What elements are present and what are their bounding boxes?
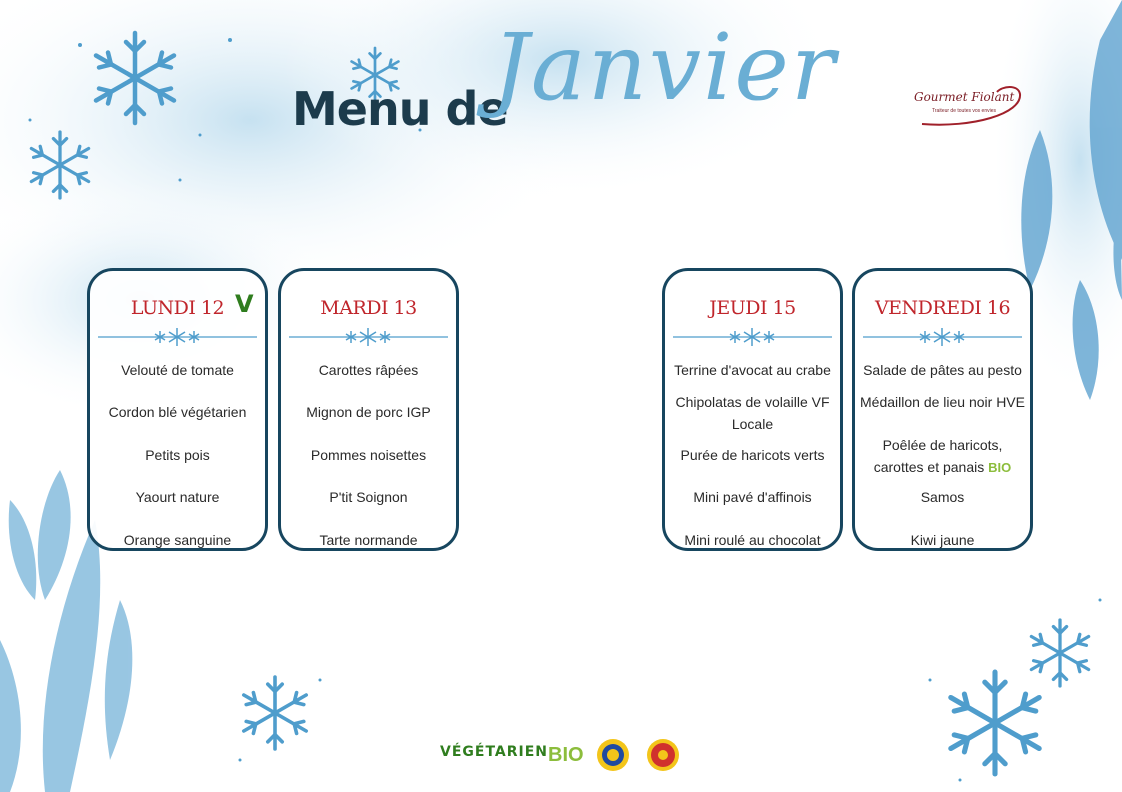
bio-icon: BIO (548, 744, 584, 766)
title-part1: Menu de (292, 82, 508, 136)
menu-item: Mignon de porc IGP (306, 404, 431, 420)
menu-item: Médaillon de lieu noir HVE (860, 394, 1025, 410)
menu-item: Yaourt nature (135, 489, 220, 505)
menu-item: Chipolatas de volaille VF Locale (675, 394, 830, 432)
snowflake-separator (863, 323, 1022, 351)
snowflake-separator (673, 323, 832, 351)
menu-item-with-bio (859, 434, 1026, 479)
bio-icon: BIO (988, 460, 1012, 475)
menu-item: P'tit Soignon (329, 489, 408, 505)
menu-item: Purée de haricots verts (680, 447, 825, 463)
brand-tagline: Traiteur de toutes vos envies (932, 108, 997, 114)
day-label: JEUDI 15 (709, 297, 796, 319)
menu-item: Pommes noisettes (310, 447, 427, 463)
day-card-lundi (87, 268, 268, 551)
menu-item: Orange sanguine (123, 532, 232, 548)
day-card-mardi (278, 268, 459, 551)
menu-item: Terrine d'avocat au crabe (674, 362, 831, 378)
day-card-vendredi (852, 268, 1033, 551)
menu-item: Tarte normande (319, 532, 418, 548)
menu-item: Mini roulé au chocolat (684, 532, 821, 548)
brand-name: Gourmet Fiolant (914, 90, 1015, 104)
menu-item: Salade de pâtes au pesto (863, 362, 1022, 378)
snowflake-separator (289, 323, 448, 351)
menu-item: Samos (920, 489, 965, 505)
vegetarian-label: VÉGÉTARIEN (440, 744, 549, 760)
page-title (292, 14, 837, 144)
igp-label-icon (596, 738, 630, 772)
menu-item-text: Poêlée de haricots, carottes et panais (873, 437, 1003, 475)
label-rouge-icon (646, 738, 680, 772)
day-label: MARDI 13 (320, 297, 417, 319)
label-legend (440, 738, 690, 778)
menu-item: Kiwi jaune (910, 532, 975, 548)
menu-item: Velouté de tomate (121, 362, 234, 378)
day-label: LUNDI 12 (130, 297, 225, 319)
menu-item: Mini pavé d'affinois (693, 489, 812, 505)
day-label: VENDREDI 16 (874, 297, 1011, 319)
title-part2: Janvier (492, 14, 837, 121)
vegetarian-icon: V (235, 290, 254, 318)
menu-item: Carottes râpées (318, 362, 419, 378)
day-card-jeudi (662, 268, 843, 551)
menu-item: Cordon blé végétarien (108, 404, 247, 420)
snowflake-separator (98, 323, 257, 351)
brand-logo (912, 84, 1027, 130)
menu-item: Petits pois (145, 447, 210, 463)
